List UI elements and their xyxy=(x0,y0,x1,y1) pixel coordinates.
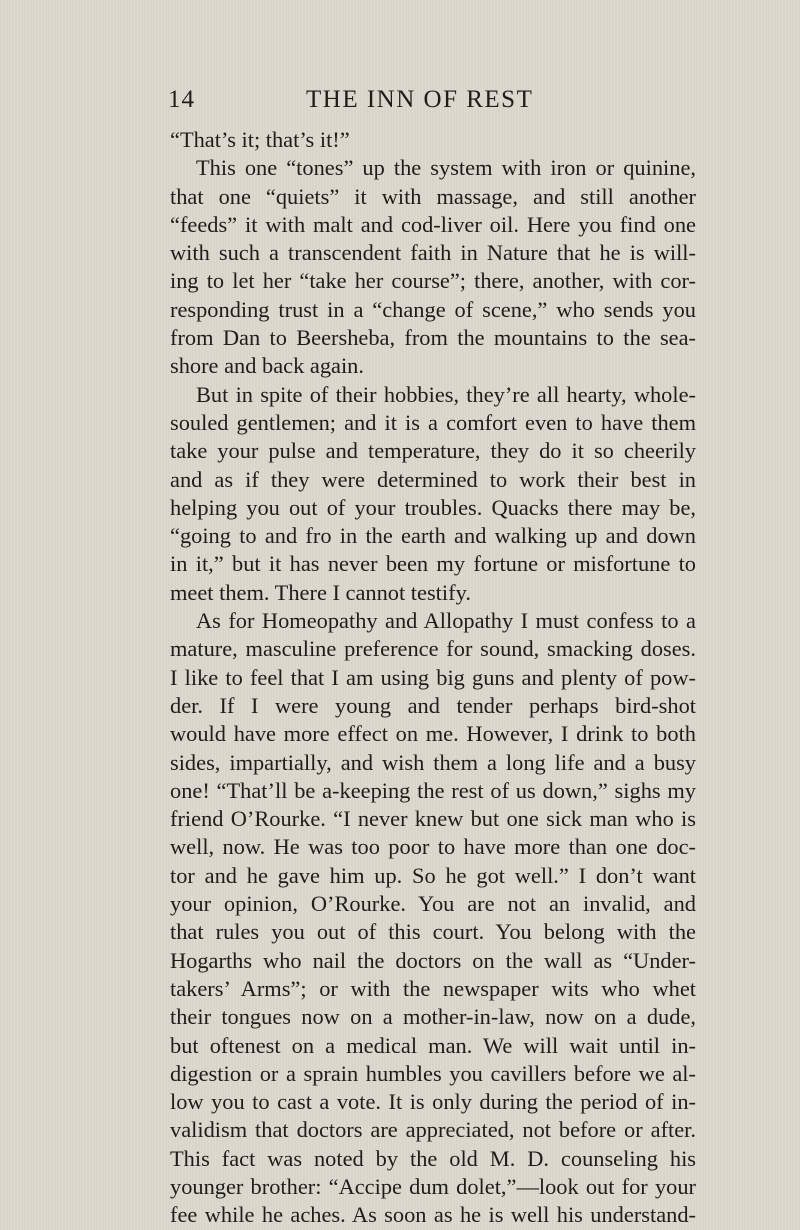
text-line: ing to let her “take her course”; there, another, with cor- xyxy=(170,268,696,294)
text-line: take your pulse and temperature, they do it so cheerily xyxy=(170,438,696,464)
text-line: But in spite of their hobbies, they’re all hearty, whole- xyxy=(196,381,696,407)
page-number: 14 xyxy=(168,86,195,113)
text-line: validism that doctors are appreciated, not before or after. xyxy=(170,1117,696,1143)
text-line: responding trust in a “change of scene,” who sends you xyxy=(170,296,696,322)
text-line: shore and back again. xyxy=(170,353,364,379)
text-line: takers’ Arms”; or with the newspaper wits who whet xyxy=(170,975,696,1001)
text-line: mature, masculine preference for sound, smacking doses. xyxy=(170,636,696,662)
text-line: their tongues now on a mother-in-law, now on a dude, xyxy=(170,1004,696,1030)
text-line: sides, impartially, and wish them a long life and a busy xyxy=(170,749,696,775)
text-line: would have more effect on me. However, I drink to both xyxy=(170,721,696,747)
text-line: This fact was noted by the old M. D. counseling his xyxy=(170,1145,696,1171)
text-line: meet them. There I cannot testify. xyxy=(170,579,471,605)
text-line: that one “quiets” it with massage, and still another xyxy=(170,183,696,209)
text-line: that rules you out of this court. You belong with the xyxy=(170,919,696,945)
text-line: one! “That’ll be a-keeping the rest of us down,” sighs my xyxy=(170,777,696,803)
text-line: der. If I were young and tender perhaps bird-shot xyxy=(170,692,696,718)
text-line: “feeds” it with malt and cod-liver oil. Here you find one xyxy=(170,211,696,237)
text-line: souled gentlemen; and it is a comfort even to have them xyxy=(170,409,696,435)
text-line: and as if they were determined to work their best in xyxy=(170,466,696,492)
body-text xyxy=(170,126,696,1230)
text-line: low you to cast a vote. It is only during the period of in- xyxy=(170,1089,696,1115)
text-line: tor and he gave him up. So he got well.” I don’t want xyxy=(170,862,696,888)
text-line: younger brother: “Accipe dum dolet,”—look out for your xyxy=(170,1173,696,1199)
text-line: “going to and fro in the earth and walking up and down xyxy=(170,523,696,549)
running-head xyxy=(168,86,688,116)
text-line: in it,” but it has never been my fortune or misfortune to xyxy=(170,551,696,577)
text-line: As for Homeopathy and Allopathy I must confess to a xyxy=(196,608,696,634)
text-line: friend O’Rourke. “I never knew but one sick man who is xyxy=(170,806,696,832)
text-line: but oftenest on a medical man. We will wait until in- xyxy=(170,1032,696,1058)
text-line: helping you out of your troubles. Quacks there may be, xyxy=(170,494,696,520)
text-line: well, now. He was too poor to have more than one doc- xyxy=(170,834,696,860)
text-line: your opinion, O’Rourke. You are not an invalid, and xyxy=(170,891,696,917)
text-line: This one “tones” up the system with iron or quinine, xyxy=(196,155,696,181)
text-line: I like to feel that I am using big guns and plenty of pow- xyxy=(170,664,696,690)
text-line: from Dan to Beersheba, from the mountains to the sea- xyxy=(170,325,696,351)
running-title: THE INN OF REST xyxy=(306,86,534,113)
text-line: “That’s it; that’s it!” xyxy=(170,127,350,152)
text-line: fee while he aches. As soon as he is well his understand- xyxy=(170,1202,696,1228)
text-line: Hogarths who nail the doctors on the wall as “Under- xyxy=(170,947,696,973)
text-line: digestion or a sprain humbles you cavillers before we al- xyxy=(170,1060,696,1086)
text-line: with such a transcendent faith in Nature that he is will- xyxy=(170,240,696,266)
